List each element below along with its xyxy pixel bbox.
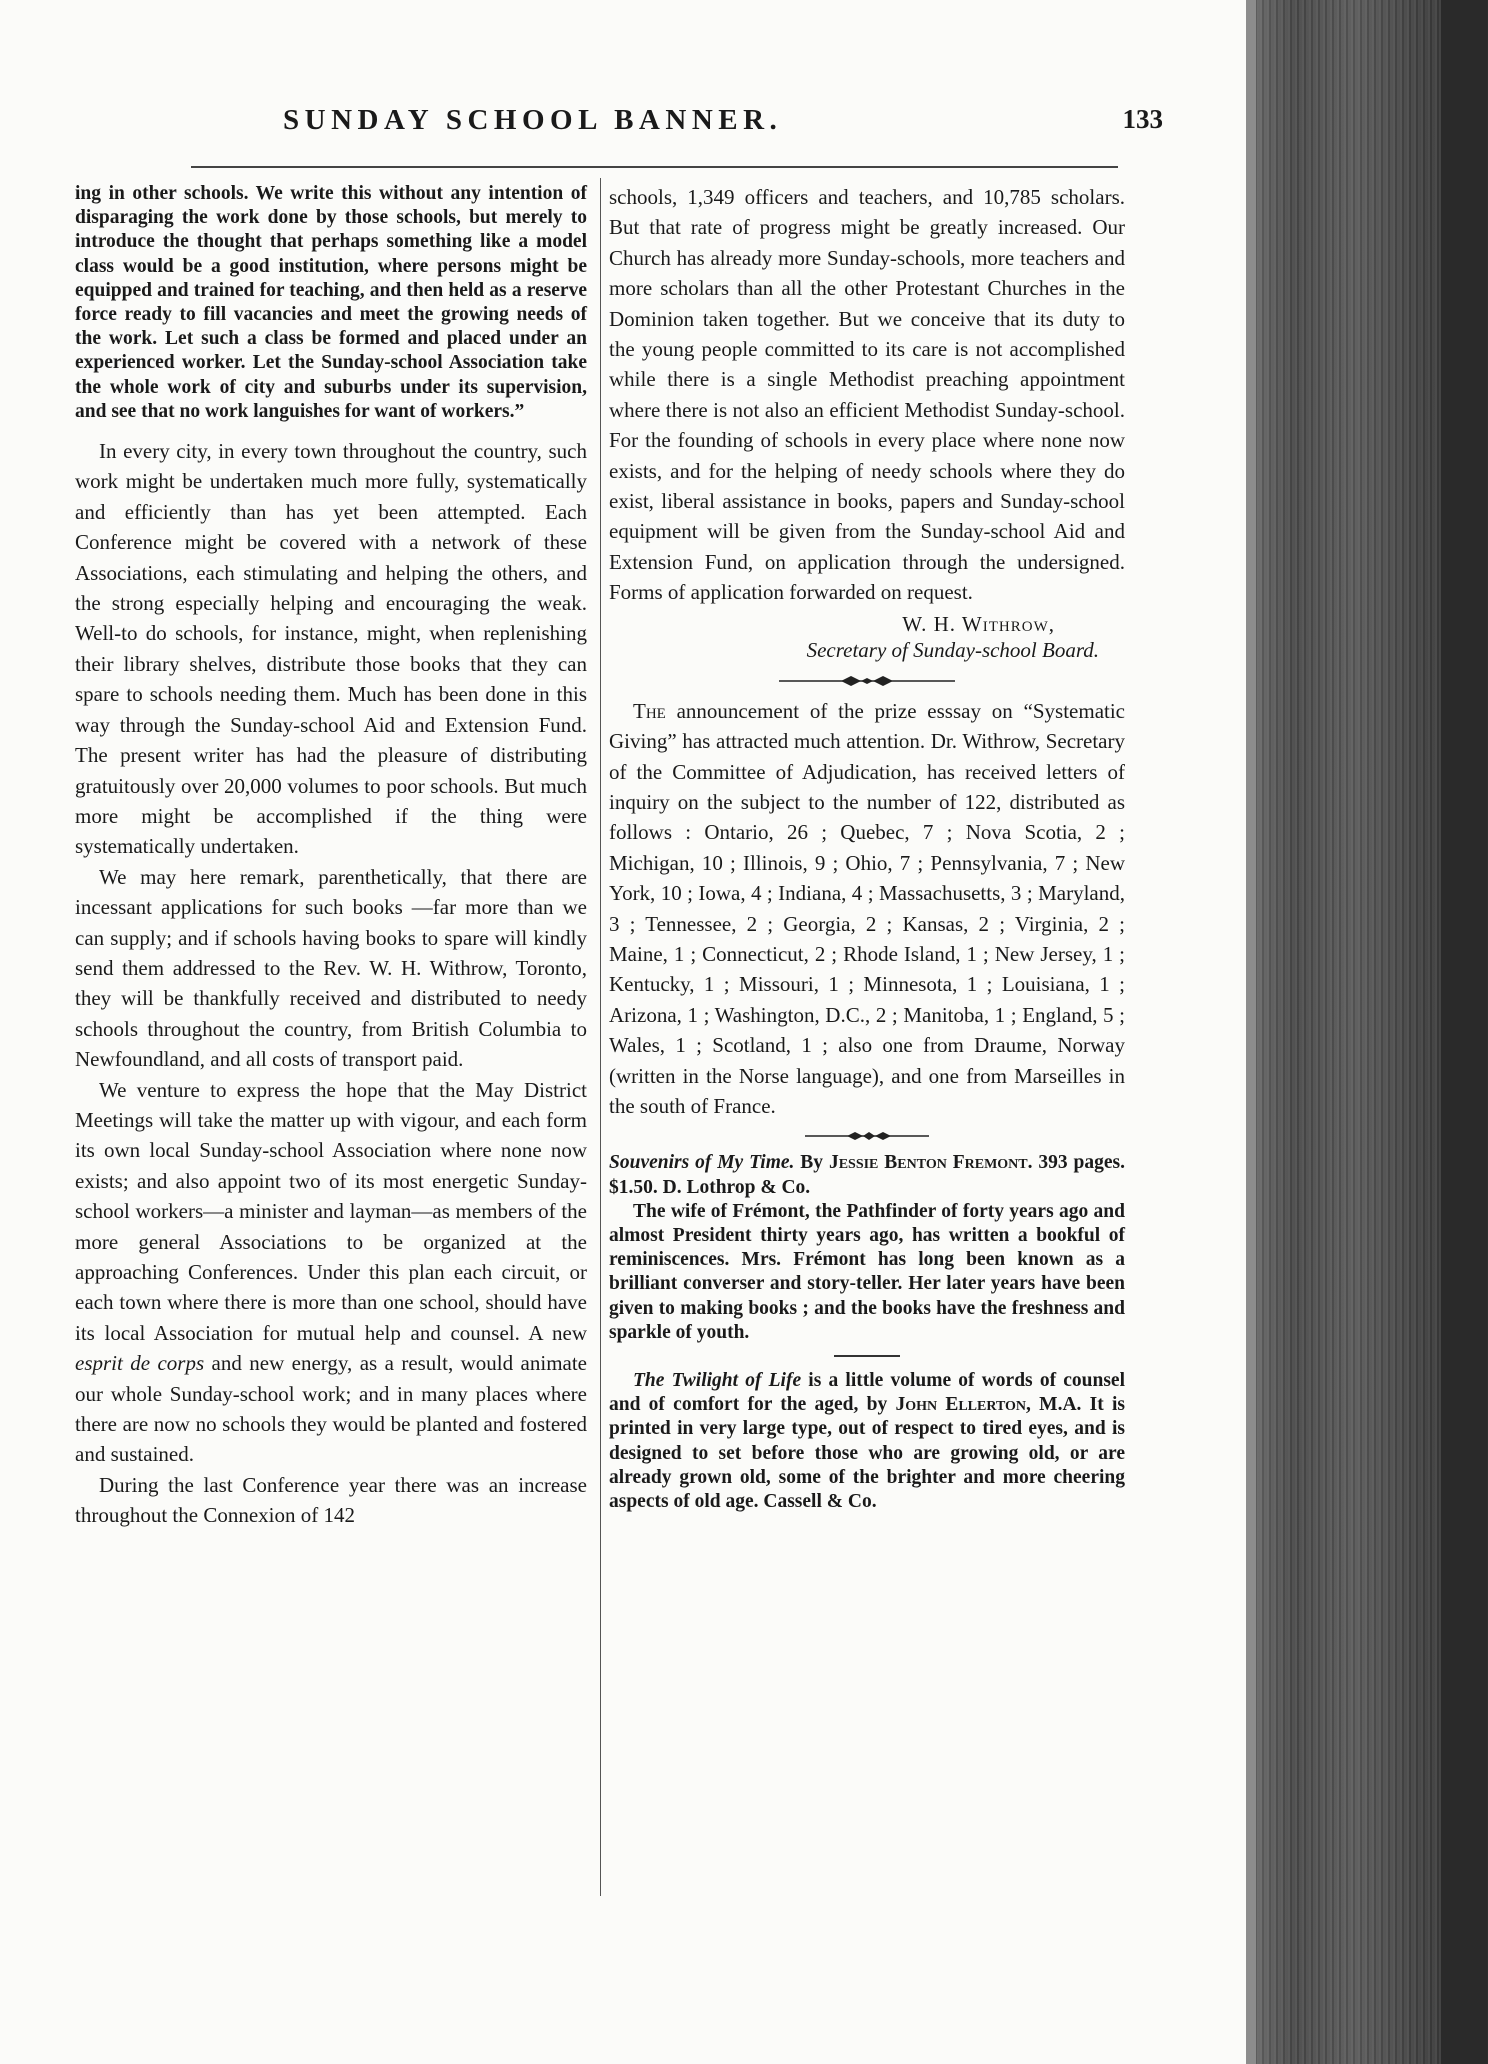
lead-word: The — [633, 698, 666, 723]
text-run: , M.A. It is printed in very large type, out of respect to tired eyes, and is designed to set before those who are growing old, or are already grown old, some of the brighter and more cheering aspects of old age. Cassell & Co. — [609, 1394, 1125, 1513]
ornament-divider — [609, 672, 1125, 690]
book-author: John Ellerton — [895, 1394, 1027, 1416]
page-number: 133 — [1122, 104, 1163, 134]
signature-title: Secretary of Sunday-school Board. — [806, 637, 1099, 662]
paragraph: We may here remark, parenthetically, that there are incessant applications for such books —far more than we can supply; and if schools having books to spare will kindly send them addressed to the Rev. W. H. Withrow, Toronto, they will be thankfully received and distributed to needy schools throughout the country, from British Columbia to Newfoundland, and all costs of transport paid. — [75, 864, 587, 1072]
paragraph: schools, 1,349 officers and teachers, and 10,785 scholars. But that rate of progress might be greatly increased. Our Church has already more Sunday-schools, more teachers and more scholars than all the other Protestant Churches in the Dominion taken together. But we conceive that its duty to the young people committed to its care is not accomplished while there is a single Methodist preaching appointment where there is not also an efficient Methodist Sunday-school. For the founding of schools in every place where none now exists, and for the helping of needy schools where they do exist, liberal assistance in books, papers and Sunday-school equipment will be given from the Sunday-school Aid and Extension Fund, on application through the undersigned. Forms of application forwarded on request. — [609, 185, 1125, 605]
book-page-edges — [1246, 0, 1488, 2064]
book-title: Souvenirs of My Time. — [609, 1152, 795, 1174]
book-notice — [609, 1369, 1125, 1514]
signature-block — [609, 608, 1125, 666]
paragraph — [75, 1075, 587, 1470]
short-rule — [834, 1355, 900, 1357]
signature-name: W. H. Withrow, — [902, 611, 1055, 636]
book-author: Jessie Benton Fremont. — [828, 1152, 1033, 1174]
paragraph — [609, 696, 1125, 1122]
text-run: announcement of the prize esssay on “Systematic Giving” has attracted much attention. Dr. Withrow, Secretary of the Committee of Adjudication, has received letters of inquiry on the subject to the number of 122, distributed as follows : Ontario, 26 ; Quebec, 7 ; Nova Scotia, 2 ; Michigan, 10 ; Illinois, 9 ; Ohio, 7 ; Pennsylvania, 7 ; New York, 10 ; Iowa, 4 ; Indiana, 4 ; Massachusetts, 3 ; Maryland, 3 ; Tennessee, 2 ; Georgia, 2 ; Kansas, 2 ; Virginia, 2 ; Maine, 1 ; Connecticut, 2 ; Rhode Island, 1 ; New Jersey, 1 ; Kentucky, 1 ; Missouri, 1 ; Minnesota, 1 ; Louisiana, 1 ; Arizona, 1 ; Washington, D.C., 2 ; Manitoba, 1 ; England, 5 ; Wales, 1 ; Scotland, 1 ; also one from Draume, Norway (written in the Norse language), and one from Marseilles in the south of France. — [609, 698, 1125, 1118]
paragraph: ing in other schools. We write this without any intention of disparaging the work done by those schools, but merely to introduce the thought that perhaps something like a model class would be a good institution, where persons might be equipped and trained for teaching, and then held as a reserve force ready to fill vacancies and meet the growing needs of the work. Let such a class be formed and placed under an experienced worker. Let the Sunday-school Association take the whole work of city and suburbs under its supervision, and see that no work languishes for want of workers.” — [75, 183, 587, 422]
header-rule — [191, 166, 1118, 168]
text-run: By — [794, 1152, 829, 1174]
book-notice — [609, 1151, 1125, 1199]
page-edge-highlight — [1246, 0, 1256, 2064]
column-divider — [600, 178, 601, 1896]
running-title: SUNDAY SCHOOL BANNER. — [283, 104, 783, 136]
ornament-divider — [609, 1127, 1125, 1145]
text-run: is a little volume of words of counsel and of comfort for the aged, by — [609, 1370, 1126, 1416]
left-column — [75, 182, 587, 1531]
book-details: 393 pages. $1.50. D. Lothrop & Co. — [609, 1152, 1126, 1198]
right-column — [609, 182, 1125, 1514]
text-run: and new energy, as a result, would animate our whole Sunday-school work; and in many places where there are now no schools they would be planted and fostered and sustained. — [75, 1351, 587, 1467]
paragraph: During the last Conference year there was an increase throughout the Connexion of 142 — [75, 1472, 587, 1528]
book-review: The wife of Frémont, the Pathfinder of forty years ago and almost President thirty years ago, has written a bookful of reminiscences. Mrs. Frémont has long been known as a brilliant converser and story-teller. Her later years have been given to making books ; and the books have the freshness and sparkle of youth. — [609, 1200, 1125, 1343]
book-title: The Twilight of Life — [633, 1370, 802, 1391]
binding-shadow — [1441, 0, 1487, 2064]
italic-phrase: esprit de corps — [75, 1351, 205, 1376]
text-run: We venture to express the hope that the May District Meetings will take the matter up with vigour, and each form its own local Sunday-school Association where none now exists; and also appoint two of its most energetic Sunday-school workers—a minister and layman—as members of the more general Associations to be organized at the approaching Conferences. Under this plan each circuit, or each town where there is more than one school, should have its local Association for mutual help and counsel. A new — [75, 1077, 587, 1345]
paragraph: In every city, in every town throughout the country, such work might be undertaken much more fully, systematically and efficiently than has yet been attempted. Each Conference might be covered with a network of these Associations, each stimulating and helping the others, and the strong especially helping and encouraging the weak. Well-to do schools, for instance, might, when replenishing their library shelves, distribute those books that they can spare to schools needing them. Much has been done in this way through the Sunday-school Aid and Extension Fund. The present writer has had the pleasure of distributing gratuitously over 20,000 volumes to poor schools. But much more might be accomplished if the thing were systematically undertaken. — [75, 439, 587, 859]
page-header — [283, 104, 1163, 144]
